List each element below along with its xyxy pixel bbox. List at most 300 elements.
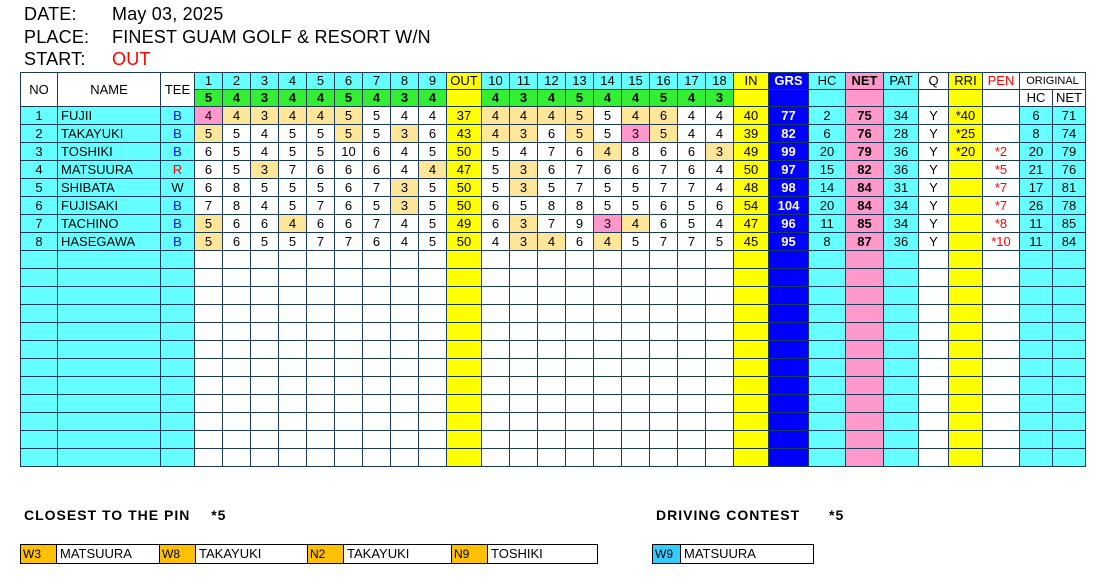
- penalty: *7: [983, 197, 1020, 215]
- net-score: 79: [846, 143, 884, 161]
- empty-cell: [335, 341, 363, 359]
- place-line: [24, 27, 431, 48]
- empty-cell: [21, 449, 58, 467]
- hole-score: 5: [594, 107, 622, 125]
- empty-cell: [482, 395, 510, 413]
- empty-cell: [251, 305, 279, 323]
- empty-cell: [307, 413, 335, 431]
- in-total: 48: [734, 179, 769, 197]
- empty-cell: [195, 413, 223, 431]
- out-total: 50: [447, 143, 482, 161]
- empty-cell: [447, 323, 482, 341]
- empty-cell: [769, 413, 809, 431]
- empty-cell: [594, 251, 622, 269]
- ctp-winner-name: TAKAYUKI: [347, 546, 410, 561]
- empty-cell: [335, 359, 363, 377]
- empty-cell: [419, 251, 447, 269]
- empty-cell: [1053, 341, 1086, 359]
- empty-cell: [58, 449, 161, 467]
- hole-score: 4: [622, 107, 650, 125]
- empty-cell: [983, 269, 1020, 287]
- par-cell: 4: [594, 90, 622, 107]
- empty-cell: [447, 377, 482, 395]
- empty-cell: [622, 305, 650, 323]
- hole-score: 3: [251, 107, 279, 125]
- empty-cell: [538, 395, 566, 413]
- rri-value: [949, 233, 983, 251]
- out-total: 50: [447, 179, 482, 197]
- empty-cell: [1020, 449, 1053, 467]
- hole-score: 4: [482, 233, 510, 251]
- out-total: 49: [447, 215, 482, 233]
- empty-cell: [391, 431, 419, 449]
- ctp-winner-name: TAKAYUKI: [199, 546, 262, 561]
- hole-score: 5: [195, 215, 223, 233]
- empty-cell: [21, 359, 58, 377]
- original-net: 85: [1053, 215, 1086, 233]
- player-tee: B: [161, 143, 195, 161]
- empty-cell: [21, 287, 58, 305]
- empty-cell: [650, 395, 678, 413]
- empty-cell: [223, 341, 251, 359]
- empty-cell: [510, 323, 538, 341]
- hole-score: 6: [335, 215, 363, 233]
- empty-row: [21, 449, 1086, 467]
- empty-cell: [279, 323, 307, 341]
- player-name: SHIBATA: [58, 179, 161, 197]
- empty-cell: [335, 449, 363, 467]
- empty-cell: [419, 323, 447, 341]
- empty-cell: [846, 359, 884, 377]
- col-hole-2: 2: [223, 73, 251, 90]
- empty-cell: [510, 341, 538, 359]
- hole-score: 5: [307, 143, 335, 161]
- rri-value: *25: [949, 125, 983, 143]
- empty-cell: [335, 395, 363, 413]
- empty-cell: [335, 269, 363, 287]
- empty-cell: [419, 287, 447, 305]
- empty-cell: [161, 323, 195, 341]
- col-hole-15: 15: [622, 73, 650, 90]
- hole-score: 6: [594, 161, 622, 179]
- empty-row: [21, 269, 1086, 287]
- empty-cell: [919, 431, 949, 449]
- col-hole-14: 14: [594, 73, 622, 90]
- hole-score: 5: [566, 125, 594, 143]
- col-hole-5: 5: [307, 73, 335, 90]
- closest-to-pin-count: *5: [211, 507, 227, 523]
- gross-score: 95: [769, 233, 809, 251]
- empty-cell: [223, 395, 251, 413]
- empty-cell: [769, 431, 809, 449]
- empty-cell: [622, 287, 650, 305]
- rri-value: *40: [949, 107, 983, 125]
- hole-score: 7: [307, 197, 335, 215]
- hole-score: 4: [419, 107, 447, 125]
- hole-score: 6: [678, 143, 706, 161]
- hole-score: 9: [566, 215, 594, 233]
- empty-cell: [622, 395, 650, 413]
- hole-score: 7: [650, 179, 678, 197]
- net-score: 75: [846, 107, 884, 125]
- col-hole-12: 12: [538, 73, 566, 90]
- empty-cell: [21, 377, 58, 395]
- hole-score: 5: [307, 179, 335, 197]
- hole-score: 6: [363, 233, 391, 251]
- col-hole-11: 11: [510, 73, 538, 90]
- empty-cell: [419, 431, 447, 449]
- ctp-winner-name: TOSHIKI: [491, 546, 543, 561]
- empty-cell: [223, 305, 251, 323]
- qualified: Y: [919, 197, 949, 215]
- empty-cell: [622, 323, 650, 341]
- empty-cell: [223, 431, 251, 449]
- empty-cell: [307, 449, 335, 467]
- empty-cell: [809, 341, 846, 359]
- empty-cell: [846, 413, 884, 431]
- empty-cell: [769, 323, 809, 341]
- empty-cell: [622, 377, 650, 395]
- col-in: IN: [734, 73, 769, 90]
- empty-cell: [307, 395, 335, 413]
- empty-cell: [919, 413, 949, 431]
- par-out: [447, 90, 482, 107]
- empty-cell: [809, 431, 846, 449]
- player-tee: B: [161, 233, 195, 251]
- original-hc: 11: [1020, 233, 1053, 251]
- empty-cell: [58, 413, 161, 431]
- empty-cell: [279, 413, 307, 431]
- empty-row: [21, 359, 1086, 377]
- empty-cell: [846, 449, 884, 467]
- empty-cell: [279, 449, 307, 467]
- hole-score: 6: [195, 179, 223, 197]
- ctp-entry: [160, 545, 308, 563]
- hole-score: 4: [706, 161, 734, 179]
- par-hc: [809, 90, 846, 107]
- original-net: 71: [1053, 107, 1086, 125]
- empty-cell: [983, 341, 1020, 359]
- empty-cell: [706, 341, 734, 359]
- hole-score: 5: [251, 233, 279, 251]
- empty-row: [21, 287, 1086, 305]
- hole-score: 5: [419, 143, 447, 161]
- par-cell: 4: [538, 90, 566, 107]
- handicap: 15: [809, 161, 846, 179]
- empty-cell: [594, 323, 622, 341]
- empty-cell: [809, 323, 846, 341]
- col-hole-3: 3: [251, 73, 279, 90]
- empty-cell: [809, 251, 846, 269]
- empty-cell: [769, 359, 809, 377]
- empty-cell: [734, 251, 769, 269]
- empty-cell: [678, 449, 706, 467]
- empty-cell: [419, 413, 447, 431]
- empty-cell: [566, 449, 594, 467]
- original-hc: 6: [1020, 107, 1053, 125]
- empty-cell: [846, 251, 884, 269]
- empty-cell: [1053, 359, 1086, 377]
- rri-value: [949, 161, 983, 179]
- hole-score: 4: [622, 215, 650, 233]
- ctp-winner-name: MATSUURA: [60, 546, 132, 561]
- col-hole-6: 6: [335, 73, 363, 90]
- empty-cell: [678, 323, 706, 341]
- empty-cell: [846, 377, 884, 395]
- empty-cell: [447, 341, 482, 359]
- empty-cell: [919, 341, 949, 359]
- hole-score: 8: [566, 197, 594, 215]
- empty-cell: [734, 323, 769, 341]
- empty-cell: [1020, 395, 1053, 413]
- par-rri: [949, 90, 983, 107]
- hole-score: 4: [538, 107, 566, 125]
- empty-cell: [161, 395, 195, 413]
- empty-cell: [594, 449, 622, 467]
- empty-cell: [447, 395, 482, 413]
- in-total: 50: [734, 161, 769, 179]
- empty-cell: [335, 305, 363, 323]
- hole-score: 4: [251, 125, 279, 143]
- empty-cell: [678, 341, 706, 359]
- hole-score: 4: [223, 107, 251, 125]
- empty-cell: [949, 269, 983, 287]
- empty-cell: [307, 431, 335, 449]
- original-net: 74: [1053, 125, 1086, 143]
- empty-cell: [363, 269, 391, 287]
- empty-cell: [58, 323, 161, 341]
- empty-cell: [307, 341, 335, 359]
- empty-cell: [482, 323, 510, 341]
- hole-score: 4: [251, 197, 279, 215]
- empty-cell: [1053, 449, 1086, 467]
- col-hole-13: 13: [566, 73, 594, 90]
- empty-cell: [482, 431, 510, 449]
- empty-row: [21, 305, 1086, 323]
- empty-cell: [734, 269, 769, 287]
- empty-cell: [983, 431, 1020, 449]
- empty-cell: [622, 413, 650, 431]
- hole-score: 6: [678, 161, 706, 179]
- hole-score: 10: [335, 143, 363, 161]
- in-total: 45: [734, 233, 769, 251]
- hole-score: 5: [622, 197, 650, 215]
- empty-cell: [419, 395, 447, 413]
- empty-cell: [391, 413, 419, 431]
- empty-cell: [622, 269, 650, 287]
- empty-cell: [419, 341, 447, 359]
- in-total: 54: [734, 197, 769, 215]
- empty-cell: [650, 269, 678, 287]
- ctp-entry: [21, 545, 160, 563]
- player-row: [21, 233, 1086, 251]
- hole-score: 4: [307, 107, 335, 125]
- empty-cell: [21, 431, 58, 449]
- empty-cell: [510, 377, 538, 395]
- empty-cell: [510, 269, 538, 287]
- empty-cell: [58, 431, 161, 449]
- rri-value: [949, 179, 983, 197]
- empty-cell: [919, 323, 949, 341]
- empty-cell: [307, 359, 335, 377]
- hole-score: 5: [622, 233, 650, 251]
- hole-score: 6: [307, 215, 335, 233]
- empty-cell: [734, 287, 769, 305]
- hole-score: 5: [363, 197, 391, 215]
- par-cell: 5: [195, 90, 223, 107]
- handicap: 20: [809, 143, 846, 161]
- penalty: *5: [983, 161, 1020, 179]
- out-total: 37: [447, 107, 482, 125]
- empty-cell: [538, 431, 566, 449]
- empty-cell: [419, 377, 447, 395]
- hole-score: 7: [307, 233, 335, 251]
- hole-score: 5: [650, 125, 678, 143]
- par-cell: 3: [251, 90, 279, 107]
- empty-cell: [223, 377, 251, 395]
- empty-cell: [678, 359, 706, 377]
- empty-cell: [809, 395, 846, 413]
- gross-score: 98: [769, 179, 809, 197]
- empty-cell: [538, 305, 566, 323]
- empty-cell: [678, 305, 706, 323]
- empty-cell: [678, 251, 706, 269]
- empty-cell: [419, 269, 447, 287]
- empty-cell: [21, 395, 58, 413]
- in-total: 47: [734, 215, 769, 233]
- hole-score: 5: [279, 125, 307, 143]
- empty-cell: [391, 269, 419, 287]
- empty-row: [21, 431, 1086, 449]
- empty-cell: [363, 341, 391, 359]
- empty-cell: [650, 431, 678, 449]
- empty-cell: [510, 287, 538, 305]
- penalty: *10: [983, 233, 1020, 251]
- closest-to-pin-list: [20, 544, 598, 564]
- par-cell: 5: [335, 90, 363, 107]
- empty-cell: [1020, 269, 1053, 287]
- empty-cell: [251, 359, 279, 377]
- empty-cell: [482, 413, 510, 431]
- empty-cell: [678, 287, 706, 305]
- empty-cell: [1020, 341, 1053, 359]
- empty-cell: [58, 287, 161, 305]
- empty-cell: [1020, 377, 1053, 395]
- empty-cell: [447, 359, 482, 377]
- empty-cell: [566, 377, 594, 395]
- empty-cell: [622, 341, 650, 359]
- place-value: FINEST GUAM GOLF & RESORT W/N: [112, 27, 431, 47]
- hole-score: 6: [363, 143, 391, 161]
- empty-cell: [884, 377, 919, 395]
- empty-row: [21, 323, 1086, 341]
- empty-cell: [809, 305, 846, 323]
- empty-cell: [769, 305, 809, 323]
- empty-cell: [622, 359, 650, 377]
- par-cell: 3: [510, 90, 538, 107]
- empty-cell: [594, 377, 622, 395]
- empty-cell: [678, 431, 706, 449]
- empty-cell: [21, 413, 58, 431]
- putts: 34: [884, 215, 919, 233]
- driving-contest-list: [652, 544, 814, 564]
- hole-score: 5: [419, 233, 447, 251]
- out-total: 43: [447, 125, 482, 143]
- empty-cell: [447, 449, 482, 467]
- date-value: May 03, 2025: [112, 4, 224, 24]
- empty-cell: [195, 287, 223, 305]
- hole-score: 5: [566, 107, 594, 125]
- empty-cell: [949, 449, 983, 467]
- empty-cell: [919, 359, 949, 377]
- qualified: Y: [919, 143, 949, 161]
- empty-cell: [279, 341, 307, 359]
- hole-score: 6: [538, 161, 566, 179]
- hole-score: 3: [391, 179, 419, 197]
- empty-cell: [734, 341, 769, 359]
- hole-score: 4: [594, 233, 622, 251]
- hole-score: 4: [391, 161, 419, 179]
- empty-cell: [622, 431, 650, 449]
- empty-cell: [846, 305, 884, 323]
- qualified: Y: [919, 125, 949, 143]
- empty-cell: [566, 341, 594, 359]
- empty-cell: [482, 305, 510, 323]
- empty-cell: [949, 431, 983, 449]
- par-cell: 4: [279, 90, 307, 107]
- col-hole-9: 9: [419, 73, 447, 90]
- original-net: 81: [1053, 179, 1086, 197]
- col-pat: PAT: [884, 73, 919, 90]
- header-row: [21, 73, 1086, 90]
- empty-cell: [161, 413, 195, 431]
- empty-cell: [566, 413, 594, 431]
- empty-cell: [809, 449, 846, 467]
- empty-cell: [949, 251, 983, 269]
- hole-score: 4: [482, 107, 510, 125]
- empty-cell: [650, 341, 678, 359]
- hole-score: 6: [335, 197, 363, 215]
- empty-cell: [650, 287, 678, 305]
- empty-cell: [706, 359, 734, 377]
- empty-cell: [223, 323, 251, 341]
- empty-cell: [447, 251, 482, 269]
- empty-cell: [251, 377, 279, 395]
- col-pen: PEN: [983, 73, 1020, 90]
- empty-cell: [983, 251, 1020, 269]
- empty-cell: [279, 377, 307, 395]
- empty-cell: [949, 305, 983, 323]
- empty-cell: [447, 269, 482, 287]
- empty-cell: [335, 287, 363, 305]
- handicap: 20: [809, 197, 846, 215]
- hole-score: 7: [335, 233, 363, 251]
- out-total: 47: [447, 161, 482, 179]
- empty-cell: [510, 251, 538, 269]
- empty-cell: [949, 413, 983, 431]
- hole-score: 3: [510, 215, 538, 233]
- empty-cell: [223, 413, 251, 431]
- empty-cell: [195, 359, 223, 377]
- empty-cell: [884, 269, 919, 287]
- putts: 31: [884, 179, 919, 197]
- out-total: 50: [447, 233, 482, 251]
- empty-cell: [809, 287, 846, 305]
- hole-score: 6: [195, 143, 223, 161]
- empty-cell: [419, 359, 447, 377]
- original-hc: 8: [1020, 125, 1053, 143]
- empty-cell: [391, 449, 419, 467]
